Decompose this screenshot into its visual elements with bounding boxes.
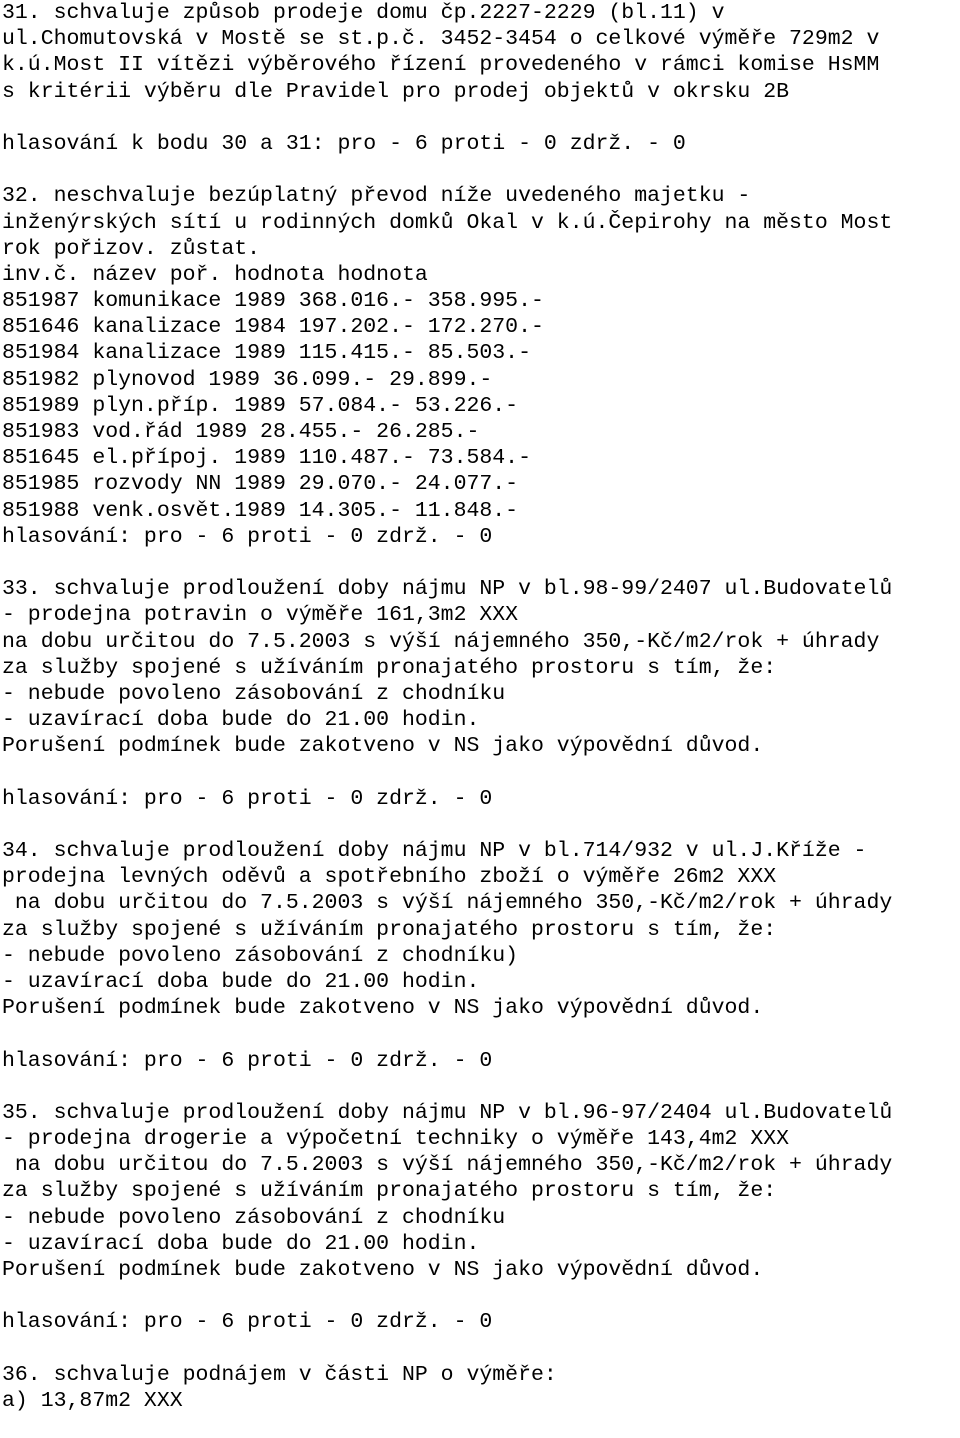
vote-line-35: hlasování: pro - 6 proti - 0 zdrž. - 0: [2, 1310, 493, 1335]
vote-line-33: hlasování: pro - 6 proti - 0 zdrž. - 0: [2, 786, 493, 811]
spacer: [2, 1336, 960, 1362]
spacer: [2, 157, 960, 183]
vote-line-34: hlasování: pro - 6 proti - 0 zdrž. - 0: [2, 1048, 493, 1073]
text-line: na dobu určitou do 7.5.2003 s výší nájemného 350,-Kč/m2/rok + úhrady: [2, 891, 893, 916]
text-line: 34. schvaluje prodloužení doby nájmu NP v bl.714/932 v ul.J.Kříže -: [2, 839, 867, 863]
table-row: 851984 kanalizace 1989 115.415.- 85.503.-: [2, 341, 531, 366]
table-row: 851988 venk.osvět.1989 14.305.- 11.848.-: [2, 498, 519, 523]
document-page: [2, 0, 960, 1414]
text-line: - nebude povoleno zásobování z chodníku): [2, 943, 519, 968]
resolution-33: [2, 576, 960, 759]
spacer: [2, 812, 960, 838]
text-line: - uzavírací doba bude do 21.00 hodin.: [2, 1231, 480, 1256]
text-line: k.ú.Most II vítězi výběrového řízení provedeného v rámci komise HsMM: [2, 53, 880, 78]
spacer: [2, 759, 960, 785]
text-line: inženýrských sítí u rodinných domků Okal v k.ú.Čepirohy na město Most: [2, 210, 893, 235]
resolution-36: [2, 1362, 960, 1414]
asset-table: [2, 288, 960, 524]
text-line: za služby spojené s užíváním pronajatého prostoru s tím, že:: [2, 917, 777, 942]
table-row: 851985 rozvody NN 1989 29.070.- 24.077.-: [2, 472, 519, 497]
spacer: [2, 1074, 960, 1100]
table-header-line: rok pořizov. zůstat.: [2, 236, 261, 261]
table-row: 851989 plyn.příp. 1989 57.084.- 53.226.-: [2, 393, 519, 418]
spacer: [2, 1283, 960, 1309]
text-line: ul.Chomutovská v Mostě se st.p.č. 3452-3454 o celkové výměře 729m2 v: [2, 27, 880, 52]
resolution-32: [2, 183, 960, 523]
text-line: - uzavírací doba bude do 21.00 hodin.: [2, 708, 480, 733]
text-line: - nebude povoleno zásobování z chodníku: [2, 681, 506, 706]
text-line: Porušení podmínek bude zakotveno v NS jako výpovědní důvod.: [2, 734, 764, 759]
vote-line-30-31: hlasování k bodu 30 a 31: pro - 6 proti - 0 zdrž. - 0: [2, 131, 686, 156]
text-line: 31. schvaluje způsob prodeje domu čp.2227-2229 (bl.11) v: [2, 1, 725, 25]
table-row: 851987 komunikace 1989 368.016.- 358.995.-: [2, 289, 544, 314]
resolution-35: [2, 1100, 960, 1283]
table-row: 851983 vod.řád 1989 28.455.- 26.285.-: [2, 420, 480, 444]
table-row: 851646 kanalizace 1984 197.202.- 172.270.-: [2, 315, 544, 340]
resolution-31: [2, 0, 960, 105]
text-line: 33. schvaluje prodloužení doby nájmu NP v bl.98-99/2407 ul.Budovatelů: [2, 577, 893, 602]
text-line: s kritérii výběru dle Pravidel pro prodej objektů v okrsku 2B: [2, 79, 790, 104]
vote-line-32: hlasování: pro - 6 proti - 0 zdrž. - 0: [2, 524, 493, 549]
text-line: Porušení podmínek bude zakotveno v NS jako výpovědní důvod.: [2, 996, 764, 1021]
text-line: 36. schvaluje podnájem v části NP o výměře:: [2, 1362, 557, 1387]
text-line: na dobu určitou do 7.5.2003 s výší nájemného 350,-Kč/m2/rok + úhrady: [2, 1153, 893, 1178]
spacer: [2, 1021, 960, 1047]
spacer: [2, 105, 960, 131]
text-line: Porušení podmínek bude zakotveno v NS jako výpovědní důvod.: [2, 1258, 764, 1282]
resolution-34: [2, 838, 960, 1021]
table-row: 851982 plynovod 1989 36.099.- 29.899.-: [2, 367, 493, 392]
text-line: prodejna levných oděvů a spotřebního zboží o výměře 26m2 XXX: [2, 865, 777, 890]
text-line: za služby spojené s užíváním pronajatého prostoru s tím, že:: [2, 655, 777, 680]
text-line: a) 13,87m2 XXX: [2, 1388, 183, 1413]
text-line: 35. schvaluje prodloužení doby nájmu NP v bl.96-97/2404 ul.Budovatelů: [2, 1100, 893, 1125]
spacer: [2, 550, 960, 576]
text-line: - nebude povoleno zásobování z chodníku: [2, 1205, 506, 1230]
text-line: - uzavírací doba bude do 21.00 hodin.: [2, 969, 480, 994]
table-row: 851645 el.přípoj. 1989 110.487.- 73.584.-: [2, 446, 531, 471]
text-line: - prodejna drogerie a výpočetní techniky o výměře 143,4m2 XXX: [2, 1127, 790, 1152]
text-line: na dobu určitou do 7.5.2003 s výší nájemného 350,-Kč/m2/rok + úhrady: [2, 629, 880, 654]
text-line: 32. neschvaluje bezúplatný převod níže uvedeného majetku -: [2, 184, 751, 209]
text-line: - prodejna potravin o výměře 161,3m2 XXX: [2, 603, 519, 628]
text-line: za služby spojené s užíváním pronajatého prostoru s tím, že:: [2, 1179, 777, 1204]
table-header-line: inv.č. název poř. hodnota hodnota: [2, 262, 428, 287]
